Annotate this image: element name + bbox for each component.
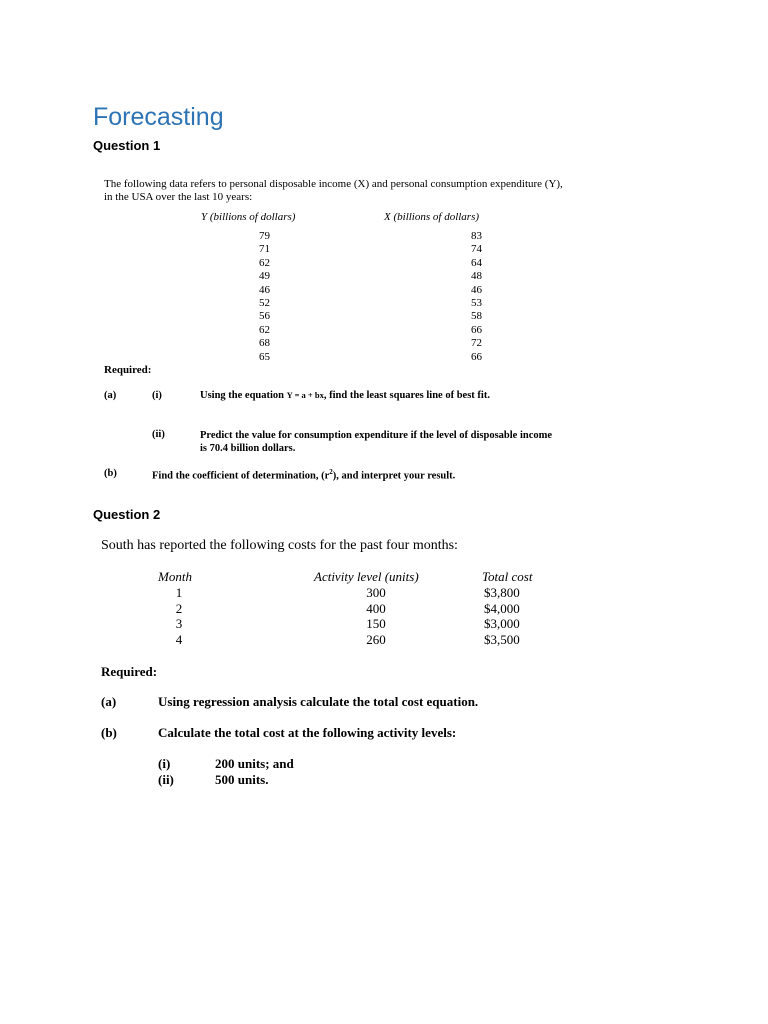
x-column-header: X (billions of dollars) (384, 211, 480, 223)
y-value: 52 (259, 297, 270, 310)
x-value: 46 (471, 283, 482, 296)
month-column-header: Month (158, 569, 192, 584)
cost-value: $3,500 (484, 631, 520, 647)
q1-part-a-i-label: (i) (152, 390, 162, 401)
y-value: 56 (259, 310, 270, 323)
activity-values-column (362, 585, 390, 647)
y-column-header: Y (billions of dollars) (201, 211, 296, 223)
month-value: 2 (175, 600, 183, 616)
y-value: 65 (259, 350, 270, 363)
x-value: 64 (471, 256, 482, 269)
month-value: 3 (175, 616, 183, 631)
month-value: 4 (175, 631, 183, 647)
q1-part-a-ii-text (200, 429, 552, 455)
text-part: , find the least squares line of best fit. (323, 390, 490, 401)
month-values-column (172, 585, 186, 647)
x-value: 58 (471, 310, 482, 323)
activity-value: 260 (366, 631, 386, 647)
x-value: 53 (471, 297, 482, 310)
text-part: Find the coefficient of determination, (r (152, 470, 330, 482)
x-value: 83 (471, 230, 482, 242)
y-value: 79 (259, 230, 270, 242)
equation: Y = a + bx (286, 390, 324, 400)
q1-part-a-i-text (200, 390, 490, 401)
cost-value: $3,000 (484, 616, 520, 631)
y-values-column (250, 230, 270, 364)
x-values-column (462, 230, 482, 364)
q2-part-b-i-text: 200 units; and (215, 756, 294, 771)
q1-part-b-label: (b) (104, 468, 117, 479)
cost-value: $3,800 (484, 585, 520, 600)
y-value: 71 (259, 243, 270, 256)
question-2-intro: South has reported the following costs for the past four months: (101, 538, 458, 553)
text-line: is 70.4 billion dollars. (200, 443, 296, 454)
activity-value: 300 (366, 585, 386, 600)
y-value: 62 (259, 256, 270, 269)
x-value: 66 (471, 350, 482, 363)
y-value: 62 (259, 323, 270, 336)
q1-part-a-ii-label: (ii) (152, 429, 165, 440)
text-part: Using the equation (200, 390, 287, 401)
activity-column-header: Activity level (units) (314, 569, 419, 584)
q1-part-a-label: (a) (104, 390, 117, 401)
question-1-heading: Question 1 (93, 138, 161, 153)
question-2-required: Required: (101, 664, 158, 679)
y-value: 46 (259, 283, 270, 296)
cost-values-column (484, 585, 520, 647)
question-1-required: Required: (104, 364, 152, 376)
superscript: 2 (329, 468, 333, 476)
q2-part-a-label: (a) (101, 694, 117, 709)
x-value: 72 (471, 337, 482, 350)
question-1-intro (104, 178, 563, 204)
q2-part-b-ii-label: (ii) (158, 772, 174, 787)
x-value: 48 (471, 270, 482, 283)
page-title: Forecasting (93, 103, 224, 131)
x-value: 74 (471, 243, 482, 256)
cost-column-header: Total cost (482, 569, 533, 584)
y-value: 49 (259, 270, 270, 283)
question-2-heading: Question 2 (93, 507, 161, 522)
q2-part-b-label: (b) (101, 725, 117, 740)
q2-part-b-text: Calculate the total cost at the following activity levels: (158, 725, 457, 740)
intro-line-2: in the USA over the last 10 years: (104, 191, 253, 203)
activity-value: 150 (366, 616, 386, 631)
q2-part-a-text: Using regression analysis calculate the total cost equation. (158, 694, 479, 709)
month-value: 1 (175, 585, 183, 600)
q1-part-b-text (152, 468, 455, 482)
text-part: ), and interpret your result. (332, 470, 456, 482)
activity-value: 400 (366, 600, 386, 616)
y-value: 68 (259, 337, 270, 350)
x-value: 66 (471, 323, 482, 336)
intro-line-1: The following data refers to personal disposable income (X) and personal consumption expenditure (Y), (104, 178, 563, 190)
q2-part-b-i-label: (i) (158, 756, 171, 771)
text-line: Predict the value for consumption expenditure if the level of disposable income (200, 430, 553, 441)
q2-part-b-ii-text: 500 units. (215, 772, 269, 787)
cost-value: $4,000 (484, 600, 520, 616)
